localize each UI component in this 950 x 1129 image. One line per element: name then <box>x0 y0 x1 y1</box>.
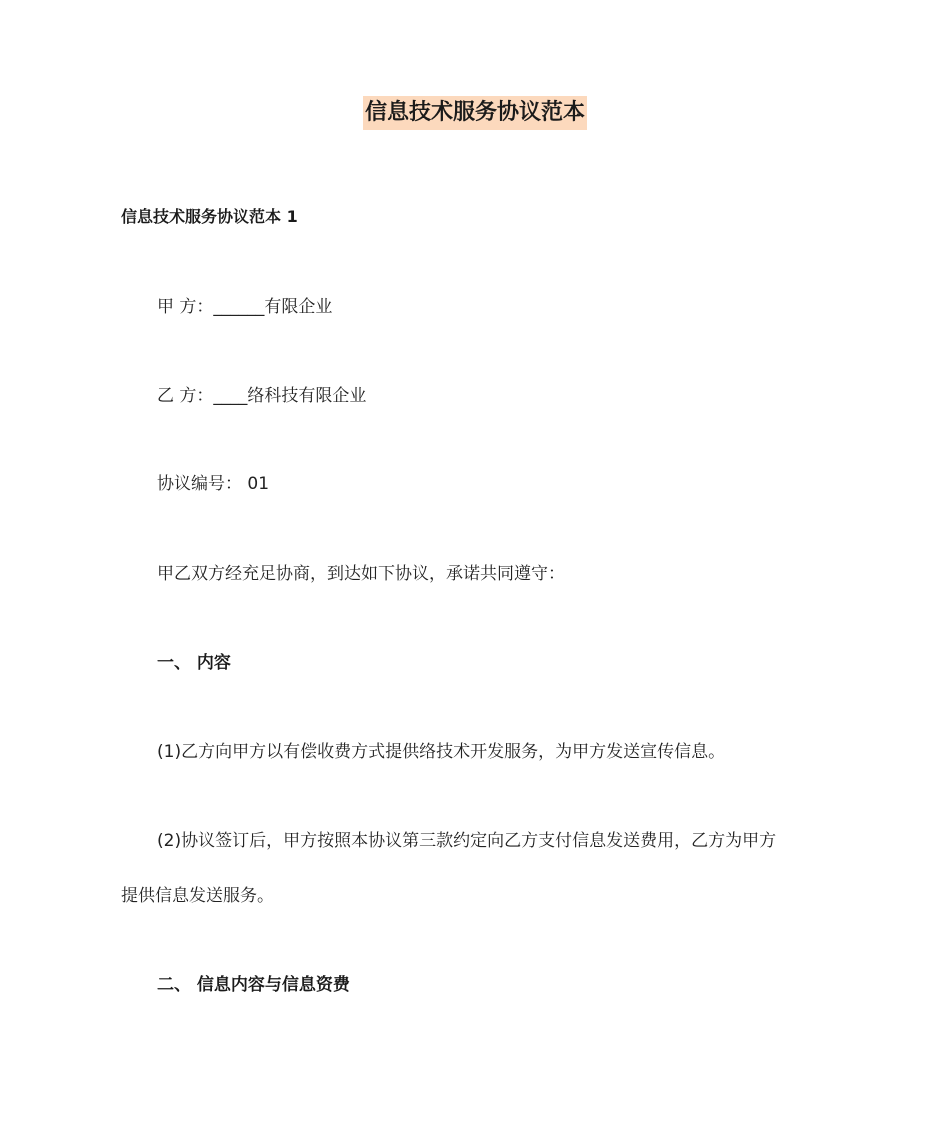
clause-2-paragraph-line-1: (2)协议签订后，甲方按照本协议第三款约定向乙方支付信息发送费用，乙方为甲方 <box>157 831 777 851</box>
party-a-line: 甲 方：______有限企业 <box>157 297 333 317</box>
intro-paragraph: 甲乙双方经充足协商，到达如下协议，承诺共同遵守： <box>157 564 565 584</box>
clause-2-paragraph-line-2: 提供信息发送服务。 <box>121 886 274 906</box>
party-b-line: 乙 方：____络科技有限企业 <box>157 386 367 406</box>
agreement-number-line: 协议编号： 01 <box>157 474 270 494</box>
heading-information-content-and-fees: 二、 信息内容与信息资费 <box>157 975 350 995</box>
document-title: 信息技术服务协议范本 <box>363 96 587 130</box>
document-title-container <box>0 96 950 130</box>
section-title: 信息技术服务协议范本 1 <box>121 207 298 226</box>
clause-1-paragraph: (1)乙方向甲方以有偿收费方式提供络技术开发服务，为甲方发送宣传信息。 <box>157 742 726 762</box>
heading-content: 一、 内容 <box>157 653 231 673</box>
